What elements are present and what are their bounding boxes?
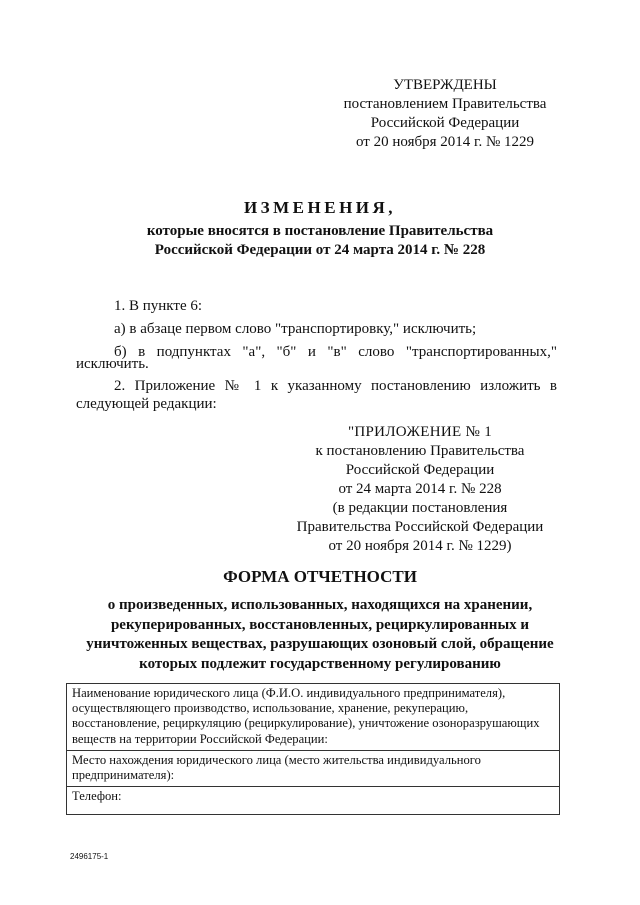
form-subtitle-line: уничтоженных веществах, разрушающих озоновый слой, обращение bbox=[86, 636, 554, 652]
approval-line: постановлением Правительства bbox=[343, 96, 547, 112]
approval-date: от 20 ноября 2014 г. № 1229 bbox=[355, 134, 535, 150]
changes-subtitle bbox=[0, 222, 640, 260]
approval-title: УТВЕРЖДЕНЫ bbox=[393, 77, 497, 93]
table-row bbox=[67, 787, 560, 815]
item-1: 1. В пункте 6: bbox=[114, 298, 203, 314]
appendix-line: от 20 ноября 2014 г. № 1229) bbox=[328, 538, 512, 554]
appendix-title: "ПРИЛОЖЕНИЕ № 1 bbox=[347, 424, 492, 440]
approval-line: Российской Федерации bbox=[370, 115, 520, 131]
organization-name-cell: Наименование юридического лица (Ф.И.О. индивидуального предпринимателя), осуществляющего производство, использование, хранение, рекуперацию, восстановление, рециркуляцию (рециркулирование), уничтожение озоноразрушающих веществ на территории Российской Федерации: bbox=[67, 684, 560, 751]
table-row bbox=[67, 684, 560, 751]
form-subtitle bbox=[70, 596, 570, 674]
appendix-line: к постановлению Правительства bbox=[315, 443, 525, 459]
report-form-table bbox=[66, 683, 560, 815]
item-2: 2. Приложение № 1 к указанному постановлению изложить в bbox=[114, 378, 557, 394]
changes-subtitle-line: которые вносятся в постановление Правительства bbox=[146, 223, 494, 239]
form-title: ФОРМА ОТЧЕТНОСТИ bbox=[223, 567, 417, 586]
form-subtitle-line: которых подлежит государственному регулированию bbox=[139, 655, 501, 672]
changes-title: ИЗМЕНЕНИЯ, bbox=[243, 198, 397, 217]
item-1a: а) в абзаце первом слово "транспортировку," исключить; bbox=[114, 321, 477, 337]
changes-subtitle-line: Российской Федерации от 24 марта 2014 г. № 228 bbox=[154, 242, 486, 258]
item-2-continued: следующей редакции: bbox=[76, 396, 217, 412]
document-code: 2496175-1 bbox=[70, 852, 109, 861]
form-subtitle-line: рекуперированных, восстановленных, рециркулированных и bbox=[110, 616, 530, 633]
phone-cell: Телефон: bbox=[67, 787, 560, 815]
form-subtitle-line: о произведенных, использованных, находящихся на хранении, bbox=[107, 597, 533, 613]
appendix-line: от 24 марта 2014 г. № 228 bbox=[338, 481, 502, 497]
approval-stamp bbox=[330, 76, 560, 152]
appendix-line: Российской Федерации bbox=[345, 462, 495, 478]
item-1b: б) в подпунктах "а", "б" и "в" слово "транспортированных," bbox=[114, 344, 557, 360]
appendix-header bbox=[280, 423, 560, 556]
organization-address-cell: Место нахождения юридического лица (место жительства индивидуального предпринимателя): bbox=[67, 750, 560, 786]
appendix-line: Правительства Российской Федерации bbox=[296, 519, 544, 535]
item-1b-continued: исключить. bbox=[76, 356, 149, 372]
table-row bbox=[67, 750, 560, 786]
appendix-line: (в редакции постановления bbox=[332, 500, 508, 516]
